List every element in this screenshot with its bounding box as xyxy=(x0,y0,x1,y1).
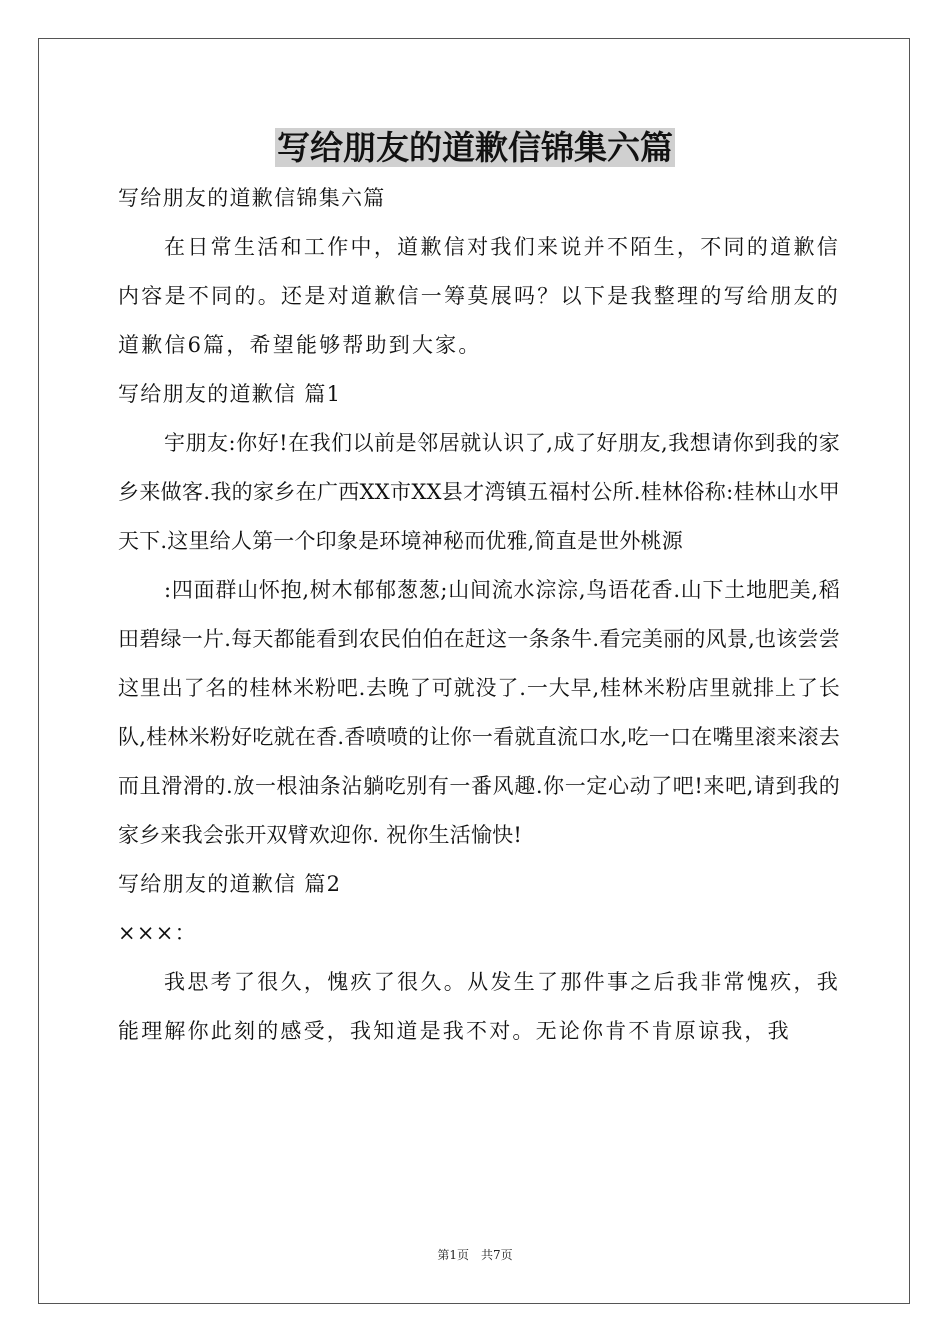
document-subtitle: 写给朋友的道歉信锦集六篇 xyxy=(118,186,386,210)
page-number: 第1页 xyxy=(437,1248,469,1262)
section-1-heading: 写给朋友的道歉信 篇1 xyxy=(118,382,342,406)
page-total: 共7页 xyxy=(481,1248,513,1262)
section-1-paragraph-2: :四面群山怀抱,树木郁郁葱葱;山间流水淙淙,鸟语花香.山下土地肥美,稻田碧绿一片.每天都能看到农民伯伯在赶这一条条牛.看完美丽的风景,也该尝尝这里出了名的桂林米粉吧.去晚了可就没了.一大早,桂林米粉店里就排上了长队,桂林米粉好吃就在香.香喷喷的让你一看就直流口水,吃一口在嘴里滚来滚去而且滑滑的.放一根油条沾躺吃别有一番风趣.你一定心动了吧!来吧,请到我的家乡来我会张开双臂欢迎你. 祝你生活愉快! xyxy=(118,578,840,847)
section-2-paragraph-1: 我思考了很久，愧疚了很久。从发生了那件事之后我非常愧疚，我能理解你此刻的感受，我知道是我不对。无论你肯不肯原谅我，我 xyxy=(118,970,840,1043)
section-2-heading: 写给朋友的道歉信 篇2 xyxy=(118,872,342,896)
section-1-paragraph-1: 宇朋友:你好!在我们以前是邻居就认识了,成了好朋友,我想请你到我的家乡来做客.我的家乡在广西XX市XX县才湾镇五福村公所.桂林俗称:桂林山水甲天下.这里给人第一个印象是环境神秘而优雅,简直是世外桃源 xyxy=(118,431,840,553)
page-footer xyxy=(0,1245,950,1265)
section-2-salutation: ×××： xyxy=(118,921,197,945)
document-title-text: 写给朋友的道歉信锦集六篇 xyxy=(277,128,673,167)
document-title xyxy=(0,122,950,174)
intro-paragraph: 在日常生活和工作中，道歉信对我们来说并不陌生，不同的道歉信内容是不同的。还是对道歉信一筹莫展吗？以下是我整理的写给朋友的道歉信6篇，希望能够帮助到大家。 xyxy=(118,235,840,357)
document-body xyxy=(118,174,840,1056)
